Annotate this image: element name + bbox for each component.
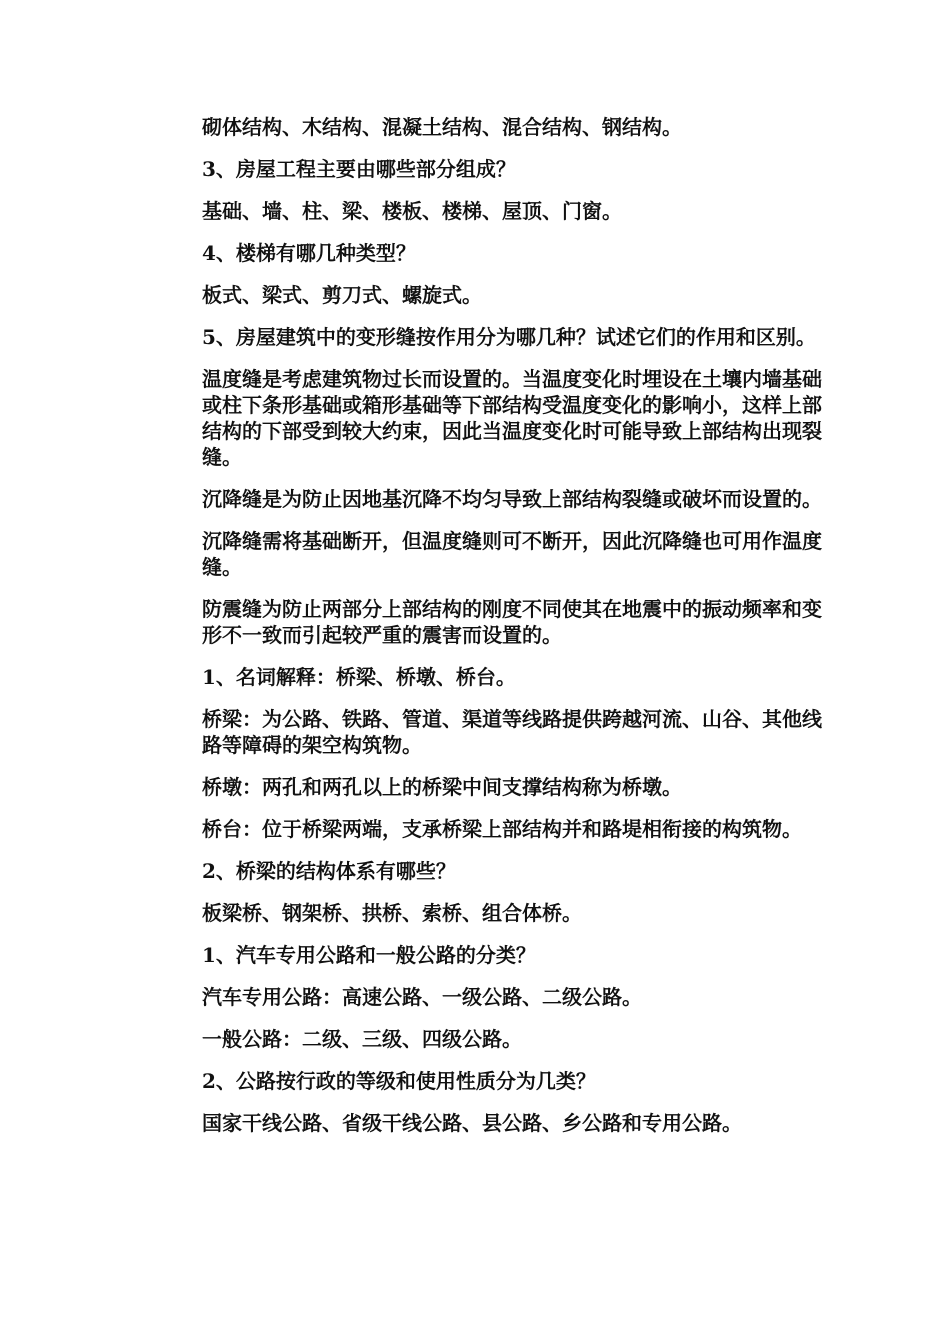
answer-3: 基础、墙、柱、梁、楼板、楼梯、屋顶、门窗。 — [202, 199, 622, 223]
road-answer-1b: 一般公路：二级、三级、四级公路。 — [202, 1027, 522, 1051]
bridge-definition: 桥梁：为公路、铁路、管道、渠道等线路提供跨越河流、山谷、其他线路等障碍的架空构筑物。 — [202, 707, 822, 757]
question-5-heading: 5、房屋建筑中的变形缝按作用分为哪几种？试述它们的作用和区别。 — [202, 325, 816, 349]
road-answer-2: 国家干线公路、省级干线公路、县公路、乡公路和专用公路。 — [202, 1111, 742, 1135]
document-body — [202, 114, 832, 1152]
pier-definition: 桥墩：两孔和两孔以上的桥梁中间支撑结构称为桥墩。 — [202, 775, 682, 799]
question-4-heading: 4、楼梯有哪几种类型？ — [202, 241, 416, 265]
road-question-2-heading: 2、公路按行政的等级和使用性质分为几类？ — [202, 1069, 596, 1093]
bridge-answer-2: 板梁桥、钢架桥、拱桥、索桥、组合体桥。 — [202, 901, 582, 925]
bridge-question-1-heading: 1、名词解释：桥梁、桥墩、桥台。 — [202, 665, 516, 689]
answer-5-seismic-joint: 防震缝为防止两部分上部结构的刚度不同使其在地震中的振动频率和变形不一致而引起较严重的震害而设置的。 — [202, 597, 822, 647]
abutment-definition: 桥台：位于桥梁两端，支承桥梁上部结构并和路堤相衔接的构筑物。 — [202, 817, 802, 841]
paragraph-1: 砌体结构、木结构、混凝土结构、混合结构、钢结构。 — [202, 115, 682, 139]
answer-4: 板式、梁式、剪刀式、螺旋式。 — [202, 283, 482, 307]
bridge-question-2-heading: 2、桥梁的结构体系有哪些？ — [202, 859, 456, 883]
answer-5-temperature-joint: 温度缝是考虑建筑物过长而设置的。当温度变化时埋设在土壤内墙基础或柱下条形基础或箱形基础等下部结构受温度变化的影响小，这样上部结构的下部受到较大约束，因此当温度变化时可能导致上部结构出现裂缝。 — [202, 367, 822, 469]
road-question-1-heading: 1、汽车专用公路和一般公路的分类？ — [202, 943, 536, 967]
question-3-heading: 3、房屋工程主要由哪些部分组成？ — [202, 157, 516, 181]
answer-5-settlement-joint: 沉降缝是为防止因地基沉降不均匀导致上部结构裂缝或破坏而设置的。 — [202, 487, 822, 511]
answer-5-difference: 沉降缝需将基础断开，但温度缝则可不断开，因此沉降缝也可用作温度缝。 — [202, 529, 822, 579]
road-answer-1a: 汽车专用公路：高速公路、一级公路、二级公路。 — [202, 985, 642, 1009]
